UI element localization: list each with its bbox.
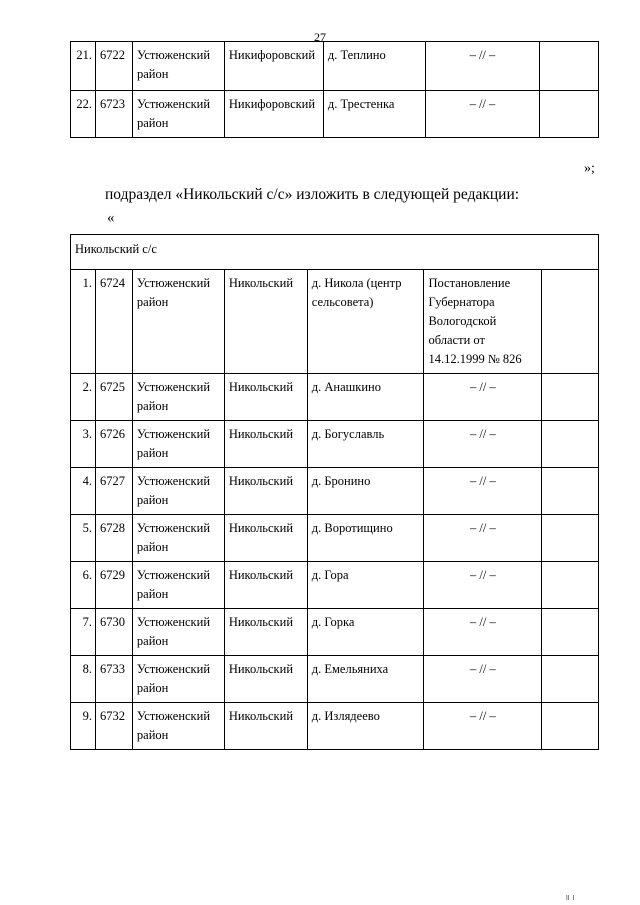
table-section-header: Никольский с/с: [71, 235, 599, 270]
opening-quote: «: [107, 210, 115, 226]
district-cell: Устюженский район: [132, 374, 224, 421]
table-row: [71, 374, 599, 421]
corner-mark: ॥ ।: [565, 893, 575, 902]
code-cell: 6727: [95, 468, 132, 515]
place-cell: д. Горка: [307, 609, 424, 656]
place-cell: д. Богуславль: [307, 421, 424, 468]
table-continuation: [70, 41, 599, 138]
code-cell: 6722: [95, 42, 132, 91]
district-cell: Устюженский район: [132, 421, 224, 468]
place-cell: д. Гора: [307, 562, 424, 609]
basis-cell: – // –: [424, 562, 542, 609]
code-cell: 6728: [95, 515, 132, 562]
empty-cell: [542, 468, 599, 515]
empty-cell: [542, 562, 599, 609]
council-cell: Никольский: [224, 703, 307, 750]
empty-cell: [542, 515, 599, 562]
council-cell: Никольский: [224, 374, 307, 421]
district-cell: Устюженский район: [132, 609, 224, 656]
empty-cell: [542, 656, 599, 703]
council-cell: Никифоровский: [224, 91, 323, 138]
row-number-cell: 9.: [71, 703, 96, 750]
district-cell: Устюженский район: [132, 656, 224, 703]
empty-cell: [540, 42, 599, 91]
basis-cell: Постановление Губернатора Вологодской области от 14.12.1999 № 826: [424, 270, 542, 374]
district-cell: Устюженский район: [132, 562, 224, 609]
code-cell: 6724: [95, 270, 132, 374]
code-cell: 6725: [95, 374, 132, 421]
code-cell: 6732: [95, 703, 132, 750]
closing-quote: »;: [584, 161, 595, 176]
table-row: [71, 703, 599, 750]
district-cell: Устюженский район: [132, 468, 224, 515]
basis-cell: – // –: [424, 515, 542, 562]
place-cell: д. Трестенка: [323, 91, 425, 138]
district-cell: Устюженский район: [132, 42, 224, 91]
code-cell: 6733: [95, 656, 132, 703]
row-number-cell: 2.: [71, 374, 96, 421]
table-row: [71, 515, 599, 562]
council-cell: Никольский: [224, 515, 307, 562]
place-cell: д. Излядеево: [307, 703, 424, 750]
section-heading: подраздел «Никольский с/с» изложить в следующей редакции:: [105, 186, 520, 203]
page-number: 27: [314, 30, 326, 44]
basis-cell: – // –: [424, 468, 542, 515]
district-cell: Устюженский район: [132, 270, 224, 374]
place-cell: д. Воротищино: [307, 515, 424, 562]
table-row: [71, 562, 599, 609]
council-cell: Никольский: [224, 656, 307, 703]
empty-cell: [540, 91, 599, 138]
empty-cell: [542, 703, 599, 750]
row-number-cell: 4.: [71, 468, 96, 515]
row-number-cell: 7.: [71, 609, 96, 656]
place-cell: д. Емельяниха: [307, 656, 424, 703]
table-row: [71, 91, 599, 138]
row-number-cell: 6.: [71, 562, 96, 609]
council-cell: Никольский: [224, 421, 307, 468]
basis-cell: – // –: [424, 374, 542, 421]
empty-cell: [542, 374, 599, 421]
code-cell: 6729: [95, 562, 132, 609]
place-cell: д. Теплино: [323, 42, 425, 91]
basis-cell: – // –: [424, 703, 542, 750]
row-number-cell: 1.: [71, 270, 96, 374]
basis-cell: – // –: [424, 656, 542, 703]
council-cell: Никольский: [224, 609, 307, 656]
table-row: [71, 421, 599, 468]
code-cell: 6726: [95, 421, 132, 468]
table-row: [71, 656, 599, 703]
council-cell: Никифоровский: [224, 42, 323, 91]
empty-cell: [542, 421, 599, 468]
row-number-cell: 3.: [71, 421, 96, 468]
basis-cell: – // –: [425, 91, 540, 138]
empty-cell: [542, 609, 599, 656]
table-row: [71, 270, 599, 374]
code-cell: 6730: [95, 609, 132, 656]
district-cell: Устюженский район: [132, 515, 224, 562]
place-cell: д. Анашкино: [307, 374, 424, 421]
council-cell: Никольский: [224, 562, 307, 609]
table-row: [71, 609, 599, 656]
district-cell: Устюженский район: [132, 703, 224, 750]
row-number-cell: 21.: [71, 42, 96, 91]
place-cell: д. Бронино: [307, 468, 424, 515]
table-row: [71, 42, 599, 91]
row-number-cell: 22.: [71, 91, 96, 138]
place-cell: д. Никола (центр сельсовета): [307, 270, 424, 374]
basis-cell: – // –: [424, 421, 542, 468]
basis-cell: – // –: [424, 609, 542, 656]
empty-cell: [542, 270, 599, 374]
district-cell: Устюженский район: [132, 91, 224, 138]
table-row: [71, 468, 599, 515]
table-nikolsky: [70, 234, 599, 750]
council-cell: Никольский: [224, 468, 307, 515]
row-number-cell: 8.: [71, 656, 96, 703]
council-cell: Никольский: [224, 270, 307, 374]
code-cell: 6723: [95, 91, 132, 138]
row-number-cell: 5.: [71, 515, 96, 562]
basis-cell: – // –: [425, 42, 540, 91]
